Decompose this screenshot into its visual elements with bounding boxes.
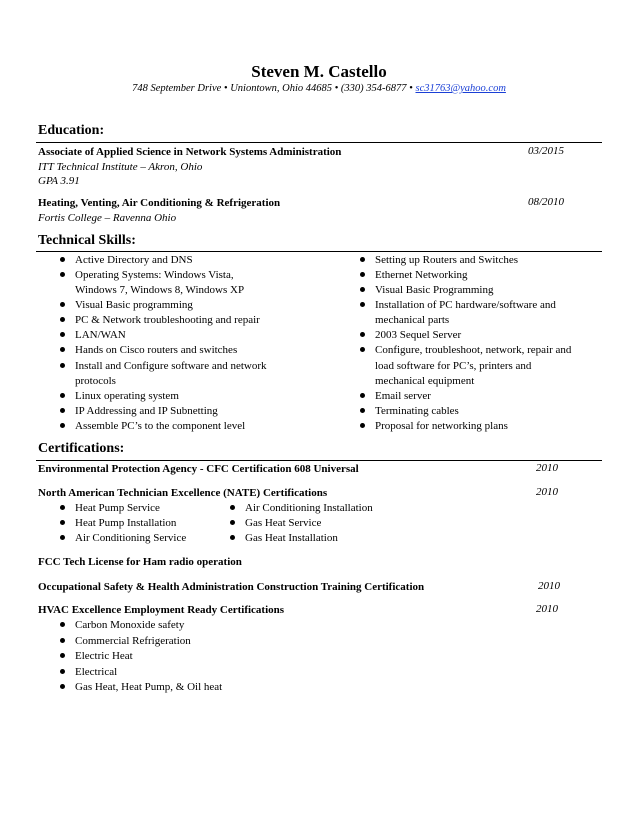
bullet-icon — [60, 520, 65, 525]
bullet-icon — [360, 272, 365, 277]
hvac-item: Electrical — [60, 665, 117, 680]
education-degree-1: Associate of Applied Science in Network Systems Administration — [38, 146, 342, 158]
contact-line — [0, 83, 638, 94]
skill-item: Setting up Routers and Switches — [360, 253, 518, 268]
skill-item: Active Directory and DNS — [60, 253, 193, 268]
education-degree-2: Heating, Venting, Air Conditioning & Refrigeration — [38, 197, 281, 209]
nate-item: Heat Pump Installation — [60, 516, 176, 531]
skill-item: Assemble PC’s to the component level — [60, 419, 245, 434]
cert-epa-year: 2010 — [536, 462, 558, 474]
bullet-icon — [60, 363, 65, 368]
bullet-icon — [360, 393, 365, 398]
nate-item: Gas Heat Service — [230, 516, 321, 531]
nate-item: Heat Pump Service — [60, 501, 160, 516]
skill-item-continued: mechanical parts — [375, 314, 450, 326]
bullet-icon — [60, 257, 65, 262]
skill-item: Visual Basic programming — [60, 298, 193, 313]
bullet-icon — [60, 505, 65, 510]
certifications-heading: Certifications: — [38, 441, 125, 456]
bullet-icon — [360, 423, 365, 428]
skill-item: Installation of PC hardware/software and — [360, 298, 556, 313]
bullet-icon — [230, 520, 235, 525]
bullet-icon — [60, 272, 65, 277]
skill-item: Hands on Cisco routers and switches — [60, 343, 237, 358]
bullet-icon — [60, 638, 65, 643]
bullet-icon — [360, 332, 365, 337]
bullet-icon — [60, 393, 65, 398]
skill-item-continued: protocols — [75, 375, 116, 387]
education-school-1: ITT Technical Institute – Akron, Ohio — [38, 161, 203, 173]
cert-nate: North American Technician Excellence (NATE) Certifications — [38, 487, 328, 499]
bullet-icon — [230, 535, 235, 540]
education-heading: Education: — [38, 123, 105, 138]
education-gpa: GPA 3.91 — [38, 175, 80, 187]
bullet-icon — [60, 669, 65, 674]
skill-item: Ethernet Networking — [360, 268, 468, 283]
hvac-item: Commercial Refrigeration — [60, 634, 191, 649]
nate-item: Gas Heat Installation — [230, 531, 338, 546]
skill-item: IP Addressing and IP Subnetting — [60, 404, 218, 419]
skill-item-continued: Windows 7, Windows 8, Windows XP — [75, 284, 245, 296]
education-date-1: 03/2015 — [528, 145, 565, 157]
cert-hvac: HVAC Excellence Employment Ready Certifications — [38, 604, 285, 616]
cert-nate-year: 2010 — [536, 486, 558, 498]
bullet-icon — [360, 302, 365, 307]
cert-osha: Occupational Safety & Health Administration Construction Training Certification — [38, 581, 425, 593]
skill-item: Proposal for networking plans — [360, 419, 508, 434]
bullet-icon — [360, 287, 365, 292]
education-divider — [36, 142, 602, 143]
skill-item: 2003 Sequel Server — [360, 328, 461, 343]
bullet-icon — [60, 347, 65, 352]
bullet-icon — [60, 317, 65, 322]
bullet-icon — [60, 302, 65, 307]
cert-fcc: FCC Tech License for Ham radio operation — [38, 556, 242, 568]
skills-heading: Technical Skills: — [38, 233, 136, 248]
cert-osha-year: 2010 — [538, 580, 560, 592]
skill-item: Linux operating system — [60, 389, 179, 404]
skill-item: Visual Basic Programming — [360, 283, 494, 298]
hvac-item: Carbon Monoxide safety — [60, 618, 184, 633]
nate-item: Air Conditioning Service — [60, 531, 186, 546]
bullet-icon — [60, 622, 65, 627]
education-date-2: 08/2010 — [528, 196, 565, 208]
skill-item: Configure, troubleshoot, network, repair and — [360, 343, 571, 358]
skill-item: Terminating cables — [360, 404, 459, 419]
email-link[interactable]: sc31763@yahoo.com — [415, 83, 506, 94]
bullet-icon — [360, 347, 365, 352]
skill-item: Operating Systems: Windows Vista, — [60, 268, 234, 283]
nate-item: Air Conditioning Installation — [230, 501, 373, 516]
bullet-icon — [60, 408, 65, 413]
bullet-icon — [360, 257, 365, 262]
skill-item: PC & Network troubleshooting and repair — [60, 313, 260, 328]
hvac-item: Gas Heat, Heat Pump, & Oil heat — [60, 680, 222, 695]
bullet-icon — [60, 684, 65, 689]
bullet-icon — [60, 653, 65, 658]
bullet-icon — [230, 505, 235, 510]
skill-item-continued: mechanical equipment — [375, 375, 475, 387]
skill-item-continued: load software for PC’s, printers and — [375, 360, 532, 372]
bullet-icon — [60, 423, 65, 428]
skill-item: Email server — [360, 389, 431, 404]
cert-hvac-year: 2010 — [536, 603, 558, 615]
skill-item: LAN/WAN — [60, 328, 126, 343]
hvac-item: Electric Heat — [60, 649, 133, 664]
cert-epa: Environmental Protection Agency - CFC Certification 608 Universal — [38, 463, 359, 475]
skill-item: Install and Configure software and network — [60, 359, 267, 374]
contact-details: 748 September Drive • Uniontown, Ohio 44685 • (330) 354-6877 • — [132, 83, 416, 94]
skills-divider — [36, 251, 602, 252]
bullet-icon — [360, 408, 365, 413]
resume-name: Steven M. Castello — [251, 62, 387, 81]
bullet-icon — [60, 535, 65, 540]
bullet-icon — [60, 332, 65, 337]
certifications-divider — [36, 460, 602, 461]
education-school-2: Fortis College – Ravenna Ohio — [38, 212, 177, 224]
